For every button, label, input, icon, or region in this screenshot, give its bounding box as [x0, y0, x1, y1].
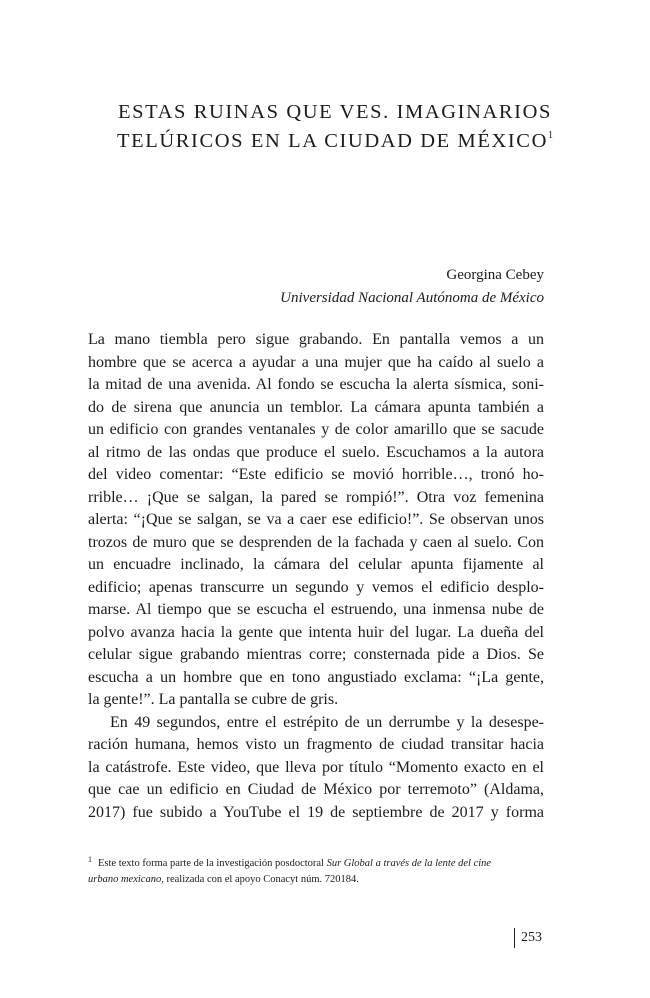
footnote — [88, 852, 548, 888]
footnote-marker: 1 — [88, 855, 92, 864]
body-line: la gente!”. La pantalla se cubre de gris. — [88, 691, 339, 708]
body-line: marse. Al tiempo que se escucha el estruendo, una inmensa nube de — [88, 601, 544, 618]
footnote-line-1 — [88, 852, 548, 872]
body-line: al ritmo de las ondas que produce el suelo. Escuchamos a la autora — [88, 443, 544, 461]
body-line: 2017) fue subido a YouTube el 19 de septiembre de 2017 y forma — [88, 803, 544, 821]
body-line: do de sirena que anuncia un temblor. La cámara apunta también a — [88, 398, 544, 416]
body-line: la mitad de una avenida. Al fondo se escucha la alerta sísmica, soni- — [88, 376, 544, 393]
author-affiliation: Universidad Nacional Autónoma de México — [280, 290, 544, 306]
body-line: edificio; apenas transcurre un segundo y vemos el edificio desplo- — [88, 578, 544, 596]
body-line: la catástrofe. Este video, que lleva por título “Momento exacto en el — [88, 758, 544, 776]
body-line: La mano tiembla pero sigue grabando. En pantalla vemos a un — [88, 331, 544, 348]
chapter-title-line-1: ESTAS RUINAS QUE VES. IMAGINARIOS — [117, 101, 553, 123]
body-line: rrible… ¡Que se salgan, la pared se rompió!”. Otra voz femenina — [88, 488, 544, 506]
body-line: escucha a un hombre que en tono angustiado exclama: “¡La gente, — [88, 668, 544, 686]
body-line: alerta: “¡Que se salgan, se va a caer ese edificio!”. Se observan unos — [88, 511, 544, 528]
body-line: En 49 segundos, entre el estrépito de un derrumbe y la desespe- — [110, 713, 544, 731]
body-line: trozos de muro que se desprenden de la fachada y caen al suelo. Con — [88, 533, 544, 551]
footnote-text-after: realizada con el apoyo Conacyt núm. 720184. — [163, 874, 359, 885]
chapter-title — [80, 100, 590, 153]
footnote-italic-title: Sur Global a través de la lente del cine — [326, 858, 492, 869]
chapter-title-line-2 — [80, 124, 590, 153]
chapter-title-line-2-text: TELÚRICOS EN LA CIUDAD DE MÉXICO — [116, 130, 548, 152]
body-line: celular sigue grabando mientras corre; consternada pide a Dios. Se — [88, 646, 544, 663]
author-block — [280, 264, 544, 310]
body-line: un encuadre inclinado, la cámara del celular apunta fijamente al — [88, 556, 544, 573]
title-footnote-ref[interactable]: 1 — [548, 130, 553, 141]
body-line: hombre que se acerca a ayudar a una mujer que ha caído al suelo a — [88, 353, 544, 371]
author-name: Georgina Cebey — [446, 267, 544, 283]
body-line: ración humana, hemos visto un fragmento de ciudad transitar hacia — [88, 736, 544, 753]
body-line: del video comentar: “Este edificio se movió horrible…, tronó ho- — [88, 466, 544, 483]
footnote-text: Este texto forma parte de la investigación posdoctoral — [98, 858, 327, 869]
body-text — [88, 329, 544, 824]
footnote-italic-title-cont: urbano mexicano, — [88, 874, 164, 885]
body-line: polvo avanza hacia la gente que intenta huir del lugar. La dueña del — [88, 623, 544, 641]
footnote-line-2 — [88, 872, 548, 888]
page-number: 253 — [514, 928, 542, 948]
body-line: un edificio con grandes ventanales y de color amarillo que se sacude — [88, 421, 544, 438]
body-line: que cae un edificio en Ciudad de México por terremoto” (Aldama, — [88, 781, 544, 798]
